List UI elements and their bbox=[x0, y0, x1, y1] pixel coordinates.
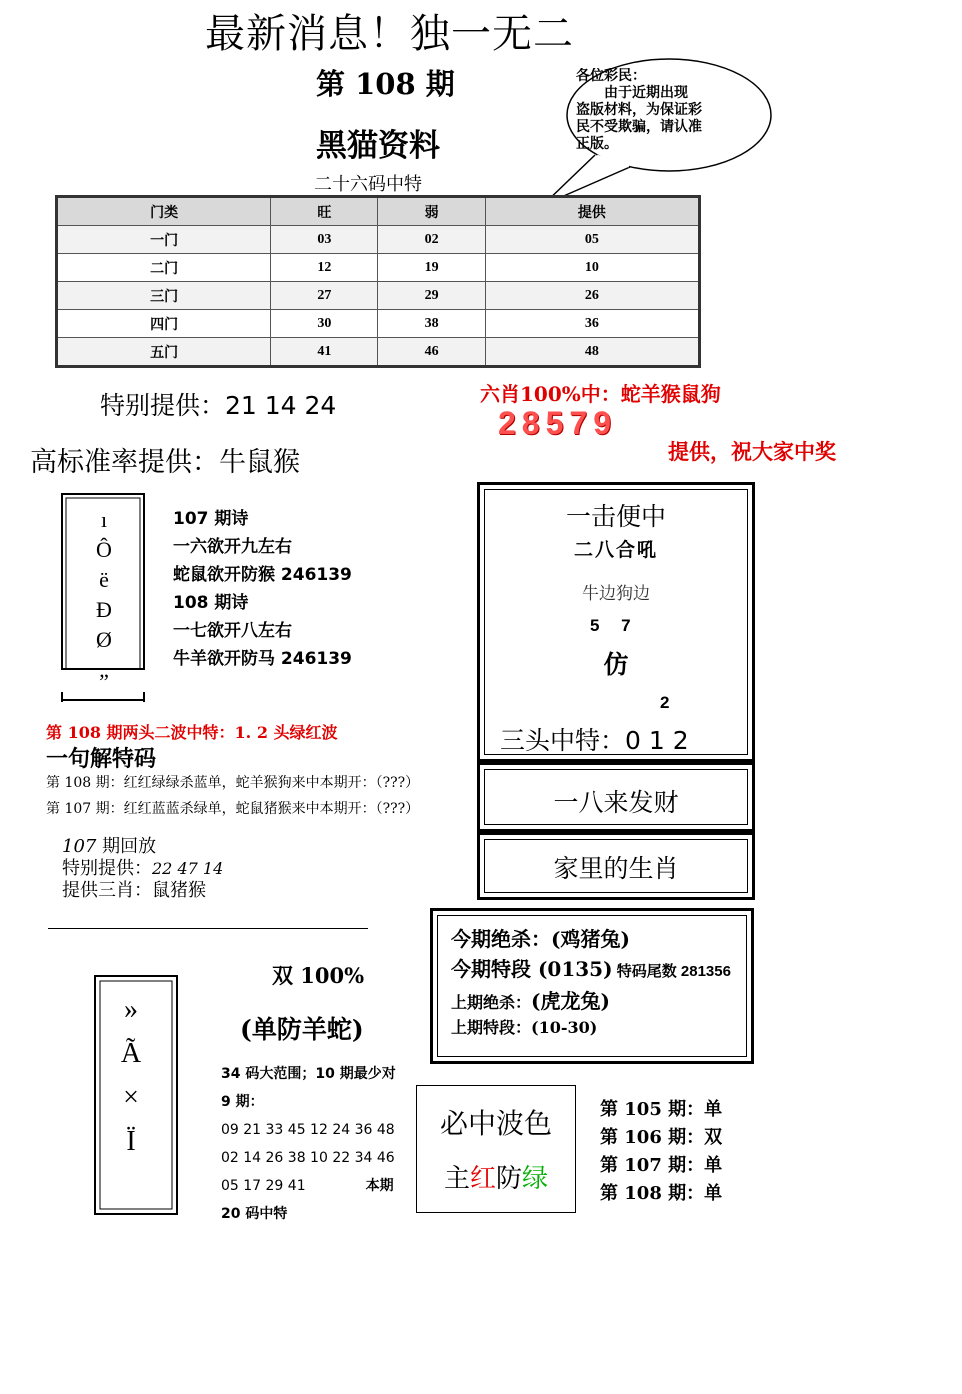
double-line: 双 100% bbox=[272, 963, 365, 988]
table-cell: 一门 bbox=[57, 226, 271, 254]
guard-line: (单防羊蛇) bbox=[240, 1015, 364, 1044]
scroll-glyph: ı bbox=[100, 507, 108, 532]
poem-line: 108 期诗 bbox=[173, 593, 249, 613]
box4-line2b: 特码尾数 281356 bbox=[612, 963, 731, 980]
divider bbox=[48, 928, 368, 929]
table-header-cell: 提供 bbox=[485, 197, 699, 226]
subtitle: 二十六码中特 bbox=[314, 174, 422, 195]
home-zodiac-box bbox=[477, 832, 755, 900]
box1-num2: 2 bbox=[660, 693, 670, 712]
one-phrase-title: 一句解特码 bbox=[46, 746, 157, 772]
lower-scroll-glyphs bbox=[112, 988, 150, 1164]
riddle-line: 第 107 期：红红蓝蓝杀绿单，蛇鼠猪猴来中本期开：（???） bbox=[46, 801, 420, 817]
box1-three-head: 三头中特：0 1 2 bbox=[500, 726, 689, 755]
table-cell: 41 bbox=[271, 338, 378, 367]
box1-imitate: 仿 bbox=[603, 650, 629, 679]
headline: 最新消息！独一无二 bbox=[205, 11, 574, 57]
numbers-row-tail: 本期 bbox=[365, 1178, 394, 1194]
table-cell: 19 bbox=[378, 254, 485, 282]
scroll-glyph: Ô bbox=[96, 537, 112, 562]
big-number: 28579 bbox=[498, 405, 617, 441]
riddle-line: 第 108 期：红红绿绿杀蓝单，蛇羊猴狗来中本期开：（???） bbox=[46, 775, 420, 791]
table-cell: 12 bbox=[271, 254, 378, 282]
door-table bbox=[55, 195, 701, 368]
table-cell: 38 bbox=[378, 310, 485, 338]
scroll-glyph: Ø bbox=[96, 627, 112, 652]
bubble-line: 由于近期出现 bbox=[576, 86, 688, 101]
box4-line1: 今期绝杀：(鸡猪兔) bbox=[451, 927, 630, 951]
numbers-intro: 9 期： bbox=[221, 1094, 264, 1110]
bubble-line: 盗版材料，为保证彩 bbox=[576, 103, 702, 118]
scroll-glyph: Ã bbox=[120, 1038, 142, 1069]
box1-sub: 二八合吼 bbox=[573, 539, 658, 561]
box4-line3a: 上期绝杀： bbox=[451, 993, 532, 1012]
wave-color-box bbox=[416, 1085, 576, 1213]
replay-title: 期回放 bbox=[96, 836, 157, 857]
table-cell: 二门 bbox=[57, 254, 271, 282]
table-cell: 02 bbox=[378, 226, 485, 254]
wave-red: 红 bbox=[469, 1164, 496, 1194]
box1-title: 一击便中 bbox=[565, 502, 666, 531]
numbers-row: 09 21 33 45 12 24 36 48 bbox=[221, 1122, 395, 1138]
table-cell: 36 bbox=[485, 310, 699, 338]
bubble-line: 各位彩民： bbox=[576, 69, 646, 84]
poem-line: 一七欲开八左右 bbox=[173, 621, 292, 641]
box1-nums: 5 7 bbox=[590, 616, 631, 635]
odd-even-list bbox=[600, 1096, 722, 1208]
box4-line2a: 今期特段 (0135) bbox=[451, 957, 613, 981]
bubble-line: 民不受欺骗，请认准 bbox=[576, 120, 702, 135]
table-cell: 29 bbox=[378, 282, 485, 310]
two-wave-line: 第 108 期两头二波中特：1. 2 头绿红波 bbox=[46, 723, 338, 742]
poem-scroll-glyphs bbox=[88, 505, 120, 685]
table-row bbox=[57, 226, 700, 254]
numbers-intro: 34 码大范围；10 期最少对 bbox=[221, 1066, 396, 1082]
table-cell: 30 bbox=[271, 310, 378, 338]
issue-number: 第 108 期 bbox=[316, 67, 455, 101]
wave-title: 必中波色 bbox=[439, 1107, 552, 1140]
table-header-cell: 旺 bbox=[271, 197, 378, 226]
table-cell: 五门 bbox=[57, 338, 271, 367]
scroll-glyph: » bbox=[124, 994, 138, 1025]
table-cell: 05 bbox=[485, 226, 699, 254]
table-header-row bbox=[57, 197, 700, 226]
high-accuracy: 高标准率提供：牛鼠猴 bbox=[30, 447, 300, 478]
box1-hint: 牛边狗边 bbox=[582, 584, 650, 603]
odd-even-item: 第 108 期：单 bbox=[600, 1183, 723, 1204]
box4-line3 bbox=[451, 985, 610, 1014]
fortune-box bbox=[477, 762, 755, 832]
table-row bbox=[57, 310, 700, 338]
one-hit-box bbox=[477, 482, 755, 762]
box3-text: 家里的生肖 bbox=[553, 854, 679, 883]
scroll-glyph: × bbox=[123, 1082, 139, 1113]
table-cell: 48 bbox=[485, 338, 699, 367]
wish-text: 提供，祝大家中奖 bbox=[668, 439, 836, 464]
replay-three-label: 提供三肖： bbox=[62, 880, 152, 901]
wave-main: 主红防绿 bbox=[443, 1164, 549, 1194]
table-header-cell: 弱 bbox=[378, 197, 485, 226]
box2-text: 一八来发财 bbox=[553, 788, 679, 817]
poem-line: 蛇鼠欲开防猴 246139 bbox=[173, 565, 352, 585]
table-cell: 27 bbox=[271, 282, 378, 310]
table-cell: 四门 bbox=[57, 310, 271, 338]
box4-line3b: (虎龙兔) bbox=[531, 989, 610, 1013]
numbers-row: 02 14 26 38 10 22 34 46 bbox=[221, 1150, 395, 1166]
poem-line: 一六欲开九左右 bbox=[173, 537, 292, 557]
wave-green: 绿 bbox=[522, 1164, 549, 1194]
replay-special-label: 特别提供： bbox=[62, 858, 152, 879]
replay-section bbox=[62, 836, 223, 902]
table-header-cell: 门类 bbox=[57, 197, 271, 226]
bubble-line: 正版。 bbox=[576, 137, 618, 152]
odd-even-item: 第 105 期：单 bbox=[600, 1099, 723, 1120]
bubble-text bbox=[576, 68, 726, 152]
box4-line4: 上期特段：(10-30) bbox=[451, 1018, 598, 1037]
replay-special-value: 22 47 14 bbox=[152, 859, 224, 878]
table-row bbox=[57, 282, 700, 310]
box4-line2 bbox=[451, 953, 731, 982]
odd-even-item: 第 106 期：双 bbox=[600, 1127, 723, 1148]
replay-num: 107 bbox=[62, 836, 97, 857]
doc-title: 黑猫资料 bbox=[316, 128, 440, 164]
table-row bbox=[57, 338, 700, 367]
poem-text bbox=[173, 505, 352, 673]
six-zodiac-line: 六肖100%中：蛇羊猴鼠狗 bbox=[480, 382, 721, 406]
odd-even-item: 第 107 期：单 bbox=[600, 1155, 723, 1176]
kill-box bbox=[430, 908, 754, 1064]
special-offer: 特别提供：21 14 24 bbox=[100, 391, 337, 420]
numbers-row: 05 17 29 41 bbox=[221, 1178, 306, 1194]
scroll-glyph: Ð bbox=[96, 597, 112, 622]
poem-line: 牛羊欲开防马 246139 bbox=[173, 649, 352, 669]
numbers-tail: 20 码中特 bbox=[221, 1206, 288, 1222]
table-cell: 26 bbox=[485, 282, 699, 310]
table-cell: 03 bbox=[271, 226, 378, 254]
scroll-glyph: Ï bbox=[126, 1126, 136, 1157]
replay-three-value: 鼠猪猴 bbox=[152, 880, 206, 901]
table-cell: 46 bbox=[378, 338, 485, 367]
table-cell: 10 bbox=[485, 254, 699, 282]
scroll-glyph: „ bbox=[99, 657, 109, 682]
number-range bbox=[221, 1060, 396, 1228]
table-cell: 三门 bbox=[57, 282, 271, 310]
table-row bbox=[57, 254, 700, 282]
scroll-glyph: ë bbox=[99, 567, 109, 592]
poem-line: 107 期诗 bbox=[173, 509, 249, 529]
